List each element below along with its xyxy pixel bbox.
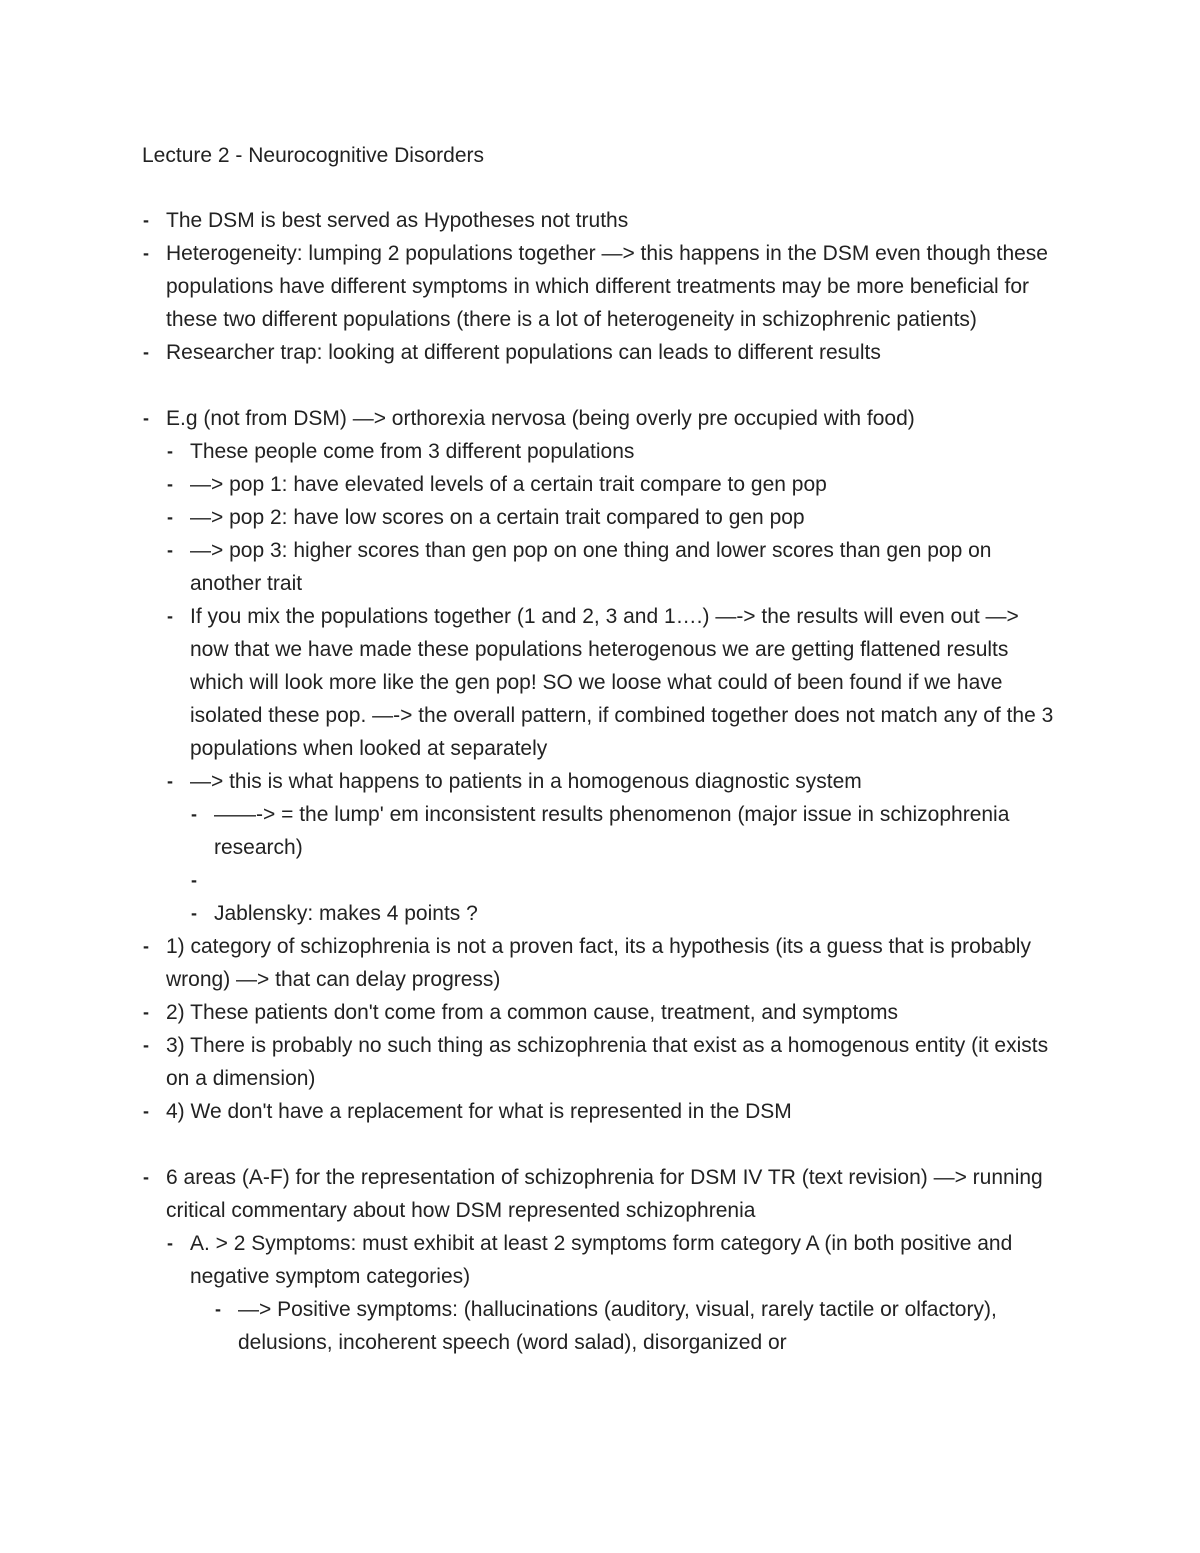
list-item-text: 2) These patients don't come from a common cause, treatment, and symptoms — [166, 1001, 898, 1024]
list-item-text: ——-> = the lump' em inconsistent results phenomenon (major issue in schizophrenia research) — [214, 803, 1010, 859]
list-item — [167, 1227, 1060, 1293]
list-item-text: These people come from 3 different populations — [190, 440, 635, 463]
list-item-text: A. > 2 Symptoms: must exhibit at least 2 symptoms form category A (in both positive and negative symptom categories) — [190, 1232, 1013, 1288]
list-item — [143, 237, 1056, 336]
bullet-dash-icon: - — [143, 1101, 149, 1121]
bullet-dash-icon: - — [143, 1035, 149, 1055]
list-item — [143, 996, 1056, 1029]
list-item — [167, 600, 1060, 765]
bullet-dash-icon: - — [143, 342, 149, 362]
bullet-dash-icon: - — [167, 474, 173, 494]
list-item — [143, 204, 1056, 237]
bullet-dash-icon: - — [167, 771, 173, 791]
list-item — [143, 930, 1056, 996]
bullet-dash-icon: - — [167, 540, 173, 560]
notes-list — [0, 204, 1200, 1359]
list-item-text: —> pop 1: have elevated levels of a certain trait compare to gen pop — [190, 473, 827, 496]
list-item — [191, 864, 1060, 897]
list-item — [215, 1293, 1060, 1359]
list-item-text: —> Positive symptoms: (hallucinations (auditory, visual, rarely tactile or olfactory), delusions, incoherent speech (word salad), disorganized or — [238, 1298, 997, 1354]
list-item — [167, 468, 1060, 501]
list-item-text: E.g (not from DSM) —> orthorexia nervosa (being overly pre occupied with food) — [166, 407, 915, 430]
list-item-text: Researcher trap: looking at different populations can leads to different results — [166, 341, 881, 364]
bullet-dash-icon: - — [143, 408, 149, 428]
list-item-text: 1) category of schizophrenia is not a proven fact, its a hypothesis (its a guess that is probably wrong) —> that can delay progress) — [166, 935, 1031, 991]
list-item-text: —> this is what happens to patients in a homogenous diagnostic system — [190, 770, 862, 793]
document-title: Lecture 2 - Neurocognitive Disorders — [142, 144, 484, 167]
bullet-dash-icon: - — [167, 441, 173, 461]
bullet-dash-icon: - — [167, 1233, 173, 1253]
list-item-text: —> pop 3: higher scores than gen pop on one thing and lower scores than gen pop on another trait — [190, 539, 992, 595]
bullet-dash-icon: - — [167, 507, 173, 527]
bullet-dash-icon: - — [143, 243, 149, 263]
list-item — [167, 765, 1060, 798]
list-item — [143, 1095, 1056, 1128]
list-item — [143, 402, 1056, 435]
list-item-text: Heterogeneity: lumping 2 populations together —> this happens in the DSM even though these populations have different symptoms in which different treatments may be more beneficial for these two different populations (there is a lot of heterogeneity in schizophrenic patients) — [166, 242, 1048, 331]
list-item-text: Jablensky: makes 4 points ? — [214, 902, 478, 925]
list-item-text: If you mix the populations together (1 and 2, 3 and 1….) —-> the results will even out —> now that we have made these populations heterogenous we are getting flattened results which will look more like the gen pop! SO we loose what could of been found if we have isolated these pop. —-> the overall pattern, if combined together does not match any of the 3 populations when looked at separately — [190, 605, 1054, 760]
bullet-dash-icon: - — [215, 1299, 221, 1319]
list-item-text: 6 areas (A-F) for the representation of schizophrenia for DSM IV TR (text revision) —> running critical commentary about how DSM represented schizophrenia — [166, 1166, 1043, 1222]
list-item — [143, 1029, 1056, 1095]
bullet-dash-icon: - — [143, 1002, 149, 1022]
list-item — [167, 534, 1060, 600]
bullet-dash-icon: - — [143, 936, 149, 956]
list-item-text: —> pop 2: have low scores on a certain trait compared to gen pop — [190, 506, 805, 529]
list-item — [143, 1161, 1056, 1227]
list-item — [167, 501, 1060, 534]
list-item-text: 4) We don't have a replacement for what is represented in the DSM — [166, 1100, 792, 1123]
bullet-dash-icon: - — [191, 903, 197, 923]
list-item — [191, 897, 1060, 930]
bullet-dash-icon: - — [191, 804, 197, 824]
bullet-dash-icon: - — [167, 606, 173, 626]
bullet-dash-icon: - — [143, 1167, 149, 1187]
bullet-dash-icon: - — [191, 870, 197, 890]
list-item — [143, 336, 1056, 369]
list-item — [167, 435, 1060, 468]
list-item — [191, 798, 1060, 864]
list-item-text: 3) There is probably no such thing as schizophrenia that exist as a homogenous entity (it exists on a dimension) — [166, 1034, 1049, 1090]
bullet-dash-icon: - — [143, 210, 149, 230]
list-item-text: The DSM is best served as Hypotheses not truths — [166, 209, 629, 232]
